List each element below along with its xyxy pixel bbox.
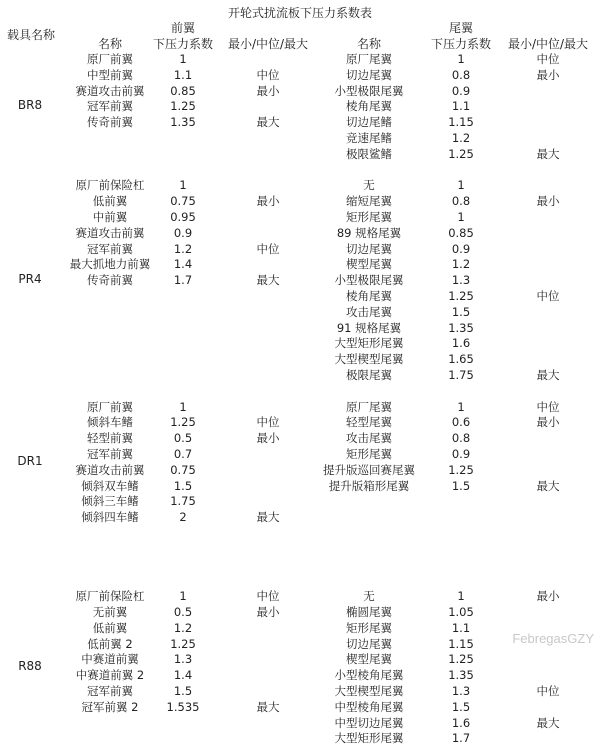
front-wing-rank: 最大 [256,510,280,525]
front-wing-rank: 最大 [256,115,280,130]
front-wing-name: 倾斜双车鳍 [81,478,139,493]
front-wing-rank: 最小 [256,431,280,446]
rear-wing-name: 矩形尾翼 [346,620,392,635]
front-wing-rank [218,462,318,478]
front-wing-name: 中赛道前翼 2 [75,668,145,683]
rear-wing-rank [498,430,598,446]
front-wing-coef: 0.85 [170,83,196,98]
front-wing-coef: 1.2 [173,620,193,635]
rear-wing-coef: 1.25 [448,289,474,303]
rear-wing-coef: 1 [457,399,465,414]
front-name-header: 名称 [97,37,122,51]
rear-wing-name: 极限尾翼 [346,368,392,382]
rear-wing-rank: 最大 [536,478,560,493]
rear-wing-rank [498,241,598,257]
rear-wing-name: 大型楔型尾翼 [334,684,404,698]
car-name-header: 载具名称 [6,28,55,42]
front-wing-coef: 2 [179,510,187,525]
rear-wing-rank: 最大 [536,146,560,161]
rear-wing-name: 小型极限尾翼 [334,83,404,98]
front-wing-coef: 1.25 [170,415,196,430]
rear-wing-coef: 1.7 [451,731,471,746]
rear-wing-coef: 1.6 [451,336,471,351]
rear-wing-name: 楔型尾翼 [346,257,392,272]
rear-wing-name: 89 规格尾翼 [336,225,402,240]
rear-wing-coef: 0.8 [451,67,471,82]
front-wing-name: 原厂前保险杠 [75,178,145,193]
front-wing-rank [218,446,318,462]
front-wing-coef: 1.5 [173,684,193,698]
rear-wing-name: 原厂尾翼 [346,399,392,414]
front-wing-name: 传奇前翼 [87,273,133,288]
rear-wing-coef: 1.35 [448,320,474,335]
rear-wing-coef: 1 [457,178,465,193]
rear-wing-coef: 0.85 [448,225,474,240]
rear-wing-coef: 1.1 [451,620,471,635]
front-wing-rank: 最小 [256,194,280,209]
rear-wing-name: 椭圆尾翼 [346,605,392,619]
front-wing-name: 中赛道前翼 [81,652,139,667]
rear-name-header: 名称 [356,37,381,51]
rear-wing-rank [498,446,598,462]
rear-wing-coef: 1.25 [448,462,474,477]
front-wing-name: 原厂前翼 [87,399,133,414]
car-name: DR1 [17,453,43,468]
front-wing-rank [218,683,318,699]
rear-wing-coef: 1.25 [448,146,474,161]
front-wing-rank [218,667,318,683]
front-wing-coef: 1.35 [170,115,196,130]
front-wing-rank [218,225,318,241]
front-wing-rank: 中位 [256,415,280,430]
front-wing-name: 冠军前翼 [87,684,133,698]
rear-wing-name: 小型极限尾翼 [334,273,404,288]
rear-wing-coef: 1.5 [451,478,471,493]
rear-wing-name: 大型矩形尾翼 [334,336,404,351]
rear-wing-name: 大型楔型尾翼 [334,352,404,367]
rear-wing-name: 无 [363,178,375,193]
front-wing-coef: 1 [179,178,187,193]
rear-wing-rank [498,177,598,193]
rear-wing-name: 91 规格尾翼 [336,320,402,335]
rear-wing-coef: 0.9 [451,447,471,461]
rear-wing-name: 缩短尾翼 [346,194,392,209]
rear-wing-coef: 0.8 [451,431,471,446]
front-wing-coef: 0.5 [173,431,193,446]
front-wing-name: 冠军前翼 [87,241,133,256]
front-wing-name: 倾斜车鳍 [87,415,133,430]
rear-wing-coef: 1.75 [448,368,474,382]
front-wing-coef: 1.25 [170,636,196,651]
front-wing-coef: 0.75 [170,194,196,209]
front-wing-name: 冠军前翼 2 [81,699,139,714]
rear-wing-name: 小型棱角尾翼 [334,668,404,683]
rear-wing-name: 切边尾翼 [346,636,392,651]
front-wing-rank [218,620,318,636]
rear-wing-name: 大型矩形尾翼 [334,731,404,746]
rear-wing-coef: 1.2 [451,131,471,145]
front-wing-rank [218,478,318,494]
rear-wing-rank [498,83,598,99]
front-wing-rank: 中位 [256,589,280,604]
rear-wing-rank [498,667,598,683]
rear-wing-rank [498,730,598,746]
rear-wing-rank [498,651,598,667]
rear-wing-name: 中型棱角尾翼 [334,699,404,714]
rear-wing-rank [498,335,598,351]
rear-wing-name: 攻击尾翼 [346,431,392,446]
rear-wing-name: 楔型尾翼 [346,652,392,667]
rear-wing-name: 无 [363,589,375,604]
rear-wing-name: 原厂尾翼 [346,52,392,66]
rear-wing-rank [498,256,598,272]
front-wing-rank [218,399,318,415]
front-wing-rank: 最小 [256,605,280,619]
rear-wing-coef: 1 [457,210,465,224]
rear-wing-name: 切边尾鳍 [346,115,392,130]
front-wing-name: 低前翼 [92,194,128,209]
rear-wing-header: 尾翼 [448,21,473,35]
table-title: 开轮式扰流板下压力系数表 [227,6,372,20]
rear-wing-name: 中型切边尾翼 [334,715,404,730]
rear-wing-rank [498,304,598,320]
rear-wing-coef: 1.3 [451,273,471,288]
rear-wing-coef: 0.9 [451,83,471,98]
front-wing-coef: 1.535 [166,699,200,714]
rear-wing-name: 提升版箱形尾翼 [328,478,410,493]
rear-wing-rank [498,320,598,336]
front-wing-coef: 1.5 [173,478,193,493]
rear-wing-name: 矩形尾翼 [346,210,392,224]
front-wing-name: 低前翼 2 [87,636,133,651]
rear-minmidmax-header: 最小/中位/最大 [507,37,589,51]
rear-wing-rank: 最大 [536,715,560,730]
rear-wing-coef: 0.8 [451,194,471,209]
rear-wing-name: 极限鲨鳍 [346,146,392,161]
front-wing-name: 原厂前保险杠 [75,589,145,604]
rear-wing-rank: 中位 [536,289,560,303]
front-wing-coef: 1 [179,52,187,66]
front-wing-rank [218,177,318,193]
front-wing-name: 冠军前翼 [87,99,133,114]
rear-wing-coef: 1.65 [448,352,474,367]
front-minmidmax-header: 最小/中位/最大 [227,37,309,51]
front-wing-rank [218,651,318,667]
car-name: BR8 [17,98,43,113]
rear-wing-rank [498,130,598,146]
front-wing-coef: 0.95 [170,210,196,224]
rear-coef-header: 下压力系数 [430,37,491,51]
front-wing-coef: 1.2 [173,241,193,256]
rear-wing-rank [498,225,598,241]
car-name: PR4 [18,272,42,287]
rear-wing-rank: 最小 [536,67,560,82]
rear-wing-rank [498,604,598,620]
rear-wing-coef: 1.15 [448,636,474,651]
front-wing-name: 冠军前翼 [87,447,133,461]
front-wing-coef: 1.7 [173,273,193,288]
front-wing-rank [218,98,318,114]
rear-wing-coef: 0.6 [451,415,471,430]
front-wing-rank [218,209,318,225]
rear-wing-coef: 0.9 [451,241,471,256]
rear-wing-rank: 最小 [536,194,560,209]
rear-wing-rank [498,351,598,367]
rear-wing-rank: 中位 [536,684,560,698]
front-wing-coef: 0.7 [173,447,193,461]
rear-wing-rank: 中位 [536,52,560,66]
front-wing-header: 前翼 [170,21,195,35]
front-wing-name: 赛道攻击前翼 [75,225,145,240]
rear-wing-coef: 1.05 [448,605,474,619]
front-wing-name: 轻型前翼 [87,431,133,446]
rear-wing-coef: 1.25 [448,652,474,667]
rear-wing-name: 棱角尾翼 [346,99,392,114]
rear-wing-name: 矩形尾翼 [346,447,392,461]
front-wing-name: 原厂前翼 [87,52,133,66]
rear-wing-name: 棱角尾翼 [346,289,392,303]
rear-wing-rank: 最小 [536,589,560,604]
rear-wing-name: 切边尾翼 [346,67,392,82]
rear-wing-rank [498,699,598,715]
rear-wing-rank [498,462,598,478]
rear-wing-rank: 最大 [536,368,560,382]
front-wing-rank: 中位 [256,241,280,256]
rear-wing-name: 攻击尾翼 [346,304,392,319]
rear-wing-rank: 中位 [536,399,560,414]
rear-wing-rank [498,272,598,288]
rear-wing-name: 切边尾翼 [346,241,392,256]
front-wing-name: 赛道攻击前翼 [75,83,145,98]
front-wing-rank: 最大 [256,699,280,714]
front-wing-coef: 1.25 [170,99,196,114]
rear-wing-coef: 1.6 [451,715,471,730]
front-wing-coef: 1 [179,589,187,604]
rear-wing-coef: 1.15 [448,115,474,130]
front-wing-rank [218,256,318,272]
rear-wing-name: 轻型尾翼 [346,415,392,430]
front-wing-coef: 1.75 [170,494,196,509]
rear-wing-coef: 1.2 [451,257,471,272]
front-wing-coef: 1.1 [173,67,193,82]
front-wing-rank: 最小 [256,83,280,98]
rear-wing-rank [498,98,598,114]
rear-wing-rank [498,209,598,225]
front-wing-coef: 1.4 [173,257,193,272]
front-wing-rank [218,636,318,652]
rear-wing-coef: 1.1 [451,99,471,114]
front-wing-name: 倾斜三车鳍 [81,494,139,509]
rear-wing-coef: 1 [457,589,465,604]
rear-wing-coef: 1.5 [451,304,471,319]
rear-wing-coef: 1.5 [451,699,471,714]
front-wing-rank: 中位 [256,67,280,82]
front-wing-coef: 1.3 [173,652,193,667]
rear-wing-rank [498,114,598,130]
rear-wing-coef: 1 [457,52,465,66]
watermark: FebregasGZY [512,631,594,646]
front-wing-coef: 0.75 [170,462,196,477]
front-wing-rank [218,493,318,509]
front-wing-name: 中型前翼 [87,67,133,82]
front-wing-name: 赛道攻击前翼 [75,462,145,477]
front-coef-header: 下压力系数 [152,37,213,51]
front-wing-coef: 0.9 [173,225,193,240]
front-wing-rank: 最大 [256,273,280,288]
front-wing-name: 中前翼 [92,210,128,224]
rear-wing-rank: 最小 [536,415,560,430]
front-wing-coef: 0.5 [173,605,193,619]
front-wing-rank [218,51,318,67]
front-wing-name: 倾斜四车鳍 [81,510,139,525]
front-wing-name: 低前翼 [92,620,128,635]
front-wing-name: 传奇前翼 [87,115,133,130]
rear-wing-coef: 1.35 [448,668,474,683]
rear-wing-coef: 1.3 [451,684,471,698]
front-wing-name: 无前翼 [92,605,128,619]
front-wing-coef: 1 [179,399,187,414]
front-wing-coef: 1.4 [173,668,193,683]
rear-wing-name: 竞速尾鳍 [346,131,392,145]
rear-wing-name: 提升版巡回赛尾翼 [323,462,415,477]
front-wing-name: 最大抓地力前翼 [69,257,151,272]
car-name: R88 [18,659,42,674]
